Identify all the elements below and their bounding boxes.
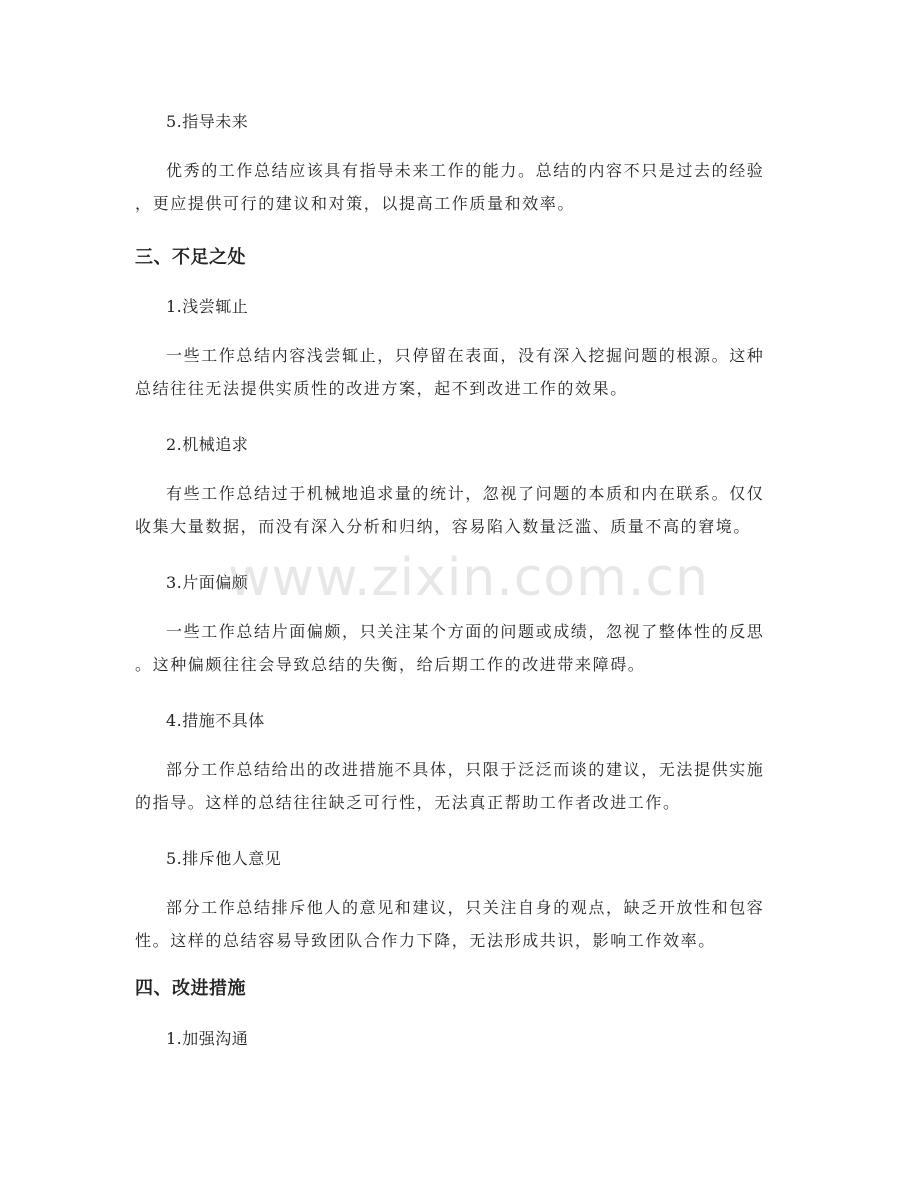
paragraph-line: 性。这样的总结容易导致团队合作力下降，无法形成共识，影响工作效率。 — [135, 931, 716, 950]
item-title-superficial: 1.浅尝辄止 — [166, 297, 249, 316]
paragraph-line: 部分工作总结排斥他人的意见和建议，只关注自身的观点，缺乏开放性和包容 — [166, 898, 765, 917]
item-title-reject-opinions: 5.排斥他人意见 — [166, 849, 282, 868]
paragraph-reject-opinions — [135, 891, 795, 957]
paragraph-line: 的指导。这样的总结往往缺乏可行性，无法真正帮助工作者改进工作。 — [135, 793, 681, 812]
item-title-one-sided: 3.片面偏颇 — [166, 573, 249, 592]
item-title-mechanical: 2.机械追求 — [166, 435, 249, 454]
paragraph-line: 部分工作总结给出的改进措施不具体，只限于泛泛而谈的建议，无法提供实施 — [166, 760, 765, 779]
paragraph-one-sided — [135, 615, 795, 681]
paragraph-line: ，更应提供可行的建议和对策，以提高工作质量和效率。 — [135, 194, 576, 213]
item-title-guide-future: 5.指导未来 — [166, 112, 249, 131]
item-title-not-specific: 4.措施不具体 — [166, 711, 265, 730]
paragraph-guide-future — [135, 154, 795, 220]
paragraph-line: 一些工作总结内容浅尝辄止，只停留在表面，没有深入挖掘问题的根源。这种 — [166, 346, 765, 365]
paragraph-line: 有些工作总结过于机械地追求量的统计，忽视了问题的本质和内在联系。仅仅 — [166, 484, 765, 503]
paragraph-line: 收集大量数据，而没有深入分析和归纳，容易陷入数量泛滥、质量不高的窘境。 — [135, 517, 752, 536]
section-title-improvements: 四、改进措施 — [135, 978, 246, 999]
paragraph-superficial — [135, 339, 795, 405]
paragraph-line: 总结往往无法提供实质性的改进方案，起不到改进工作的效果。 — [135, 379, 628, 398]
paragraph-line: 优秀的工作总结应该具有指导未来工作的能力。总结的内容不只是过去的经验 — [166, 161, 765, 180]
paragraph-not-specific — [135, 753, 795, 819]
paragraph-line: 一些工作总结片面偏颇，只关注某个方面的问题或成绩，忽视了整体性的反思 — [166, 622, 765, 641]
watermark: www.zixin.com.cn — [228, 548, 709, 608]
section-title-shortcomings: 三、不足之处 — [135, 247, 246, 268]
paragraph-mechanical — [135, 477, 795, 543]
item-title-strengthen-communication: 1.加强沟通 — [166, 1029, 249, 1048]
paragraph-line: 。这种偏颇往往会导致总结的失衡，给后期工作的改进带来障碍。 — [135, 655, 646, 674]
